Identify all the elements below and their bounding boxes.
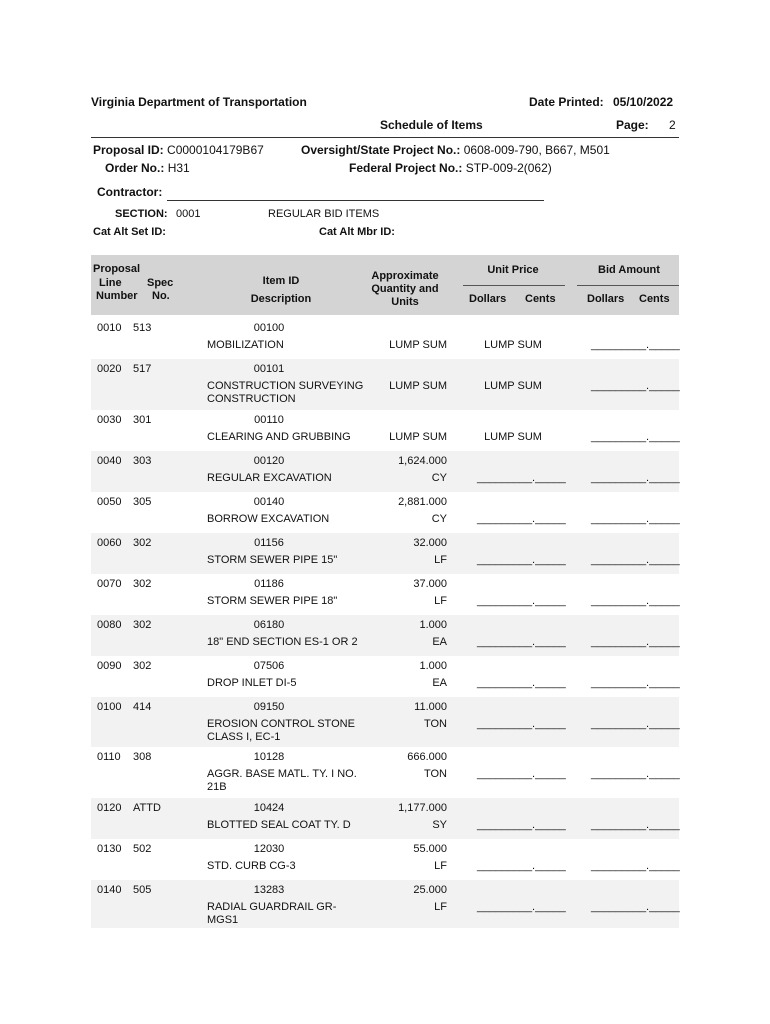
item-id: 06180 <box>253 619 285 631</box>
col-approximate: Approximate <box>371 270 439 282</box>
table-row <box>91 318 679 359</box>
bid-amount-blank[interactable]: _________._____ <box>591 819 680 831</box>
proposal-id-label: Proposal ID: <box>93 143 164 157</box>
unit-price-blank[interactable]: _________._____ <box>477 860 566 872</box>
line-number: 0050 <box>97 496 122 508</box>
spec-number: 302 <box>133 660 152 672</box>
unit-price-lump-sum: LUMP SUM <box>484 431 542 443</box>
table-row <box>91 697 679 747</box>
table-row <box>91 574 679 615</box>
item-description: EROSION CONTROL STONE <box>207 718 355 730</box>
quantity: 25.000 <box>413 884 447 896</box>
table-row <box>91 410 679 451</box>
unit-price-lump-sum: LUMP SUM <box>484 380 542 392</box>
units: LUMP SUM <box>389 339 447 351</box>
units: TON <box>423 768 447 780</box>
units: CY <box>431 472 447 484</box>
quantity: 1.000 <box>419 619 447 631</box>
units: LUMP SUM <box>389 380 447 392</box>
oversight-value: 0608-009-790, B667, M501 <box>463 143 610 157</box>
unit-price-divider <box>463 285 565 286</box>
unit-price-blank[interactable]: _________._____ <box>477 636 566 648</box>
units: EA <box>432 636 447 648</box>
item-id: 00140 <box>253 496 285 508</box>
col-bid-amount: Bid Amount <box>598 264 660 276</box>
contractor-signature-line <box>167 200 544 201</box>
item-id: 12030 <box>253 843 285 855</box>
unit-price-blank[interactable]: _________._____ <box>477 677 566 689</box>
unit-price-blank[interactable]: _________._____ <box>477 718 566 730</box>
unit-price-blank[interactable]: _________._____ <box>477 901 566 913</box>
section-label: SECTION: <box>115 208 168 220</box>
table-row <box>91 451 679 492</box>
quantity: 1,177.000 <box>398 802 447 814</box>
item-description: STORM SEWER PIPE 15" <box>207 554 338 566</box>
page-label: Page: <box>616 118 649 132</box>
spec-number: 308 <box>133 751 152 763</box>
line-number: 0080 <box>97 619 122 631</box>
spec-number: 301 <box>133 414 152 426</box>
contractor-label: Contractor: <box>97 185 163 199</box>
col-spec: Spec <box>147 277 174 289</box>
item-description-cont: 21B <box>207 781 227 793</box>
item-description-cont: CONSTRUCTION <box>207 393 296 405</box>
item-id: 00110 <box>254 414 284 426</box>
item-description: REGULAR EXCAVATION <box>207 472 332 484</box>
item-id: 00101 <box>253 363 285 375</box>
item-description: BLOTTED SEAL COAT TY. D <box>207 819 351 831</box>
bid-amount-blank[interactable]: _________._____ <box>591 513 680 525</box>
spec-number: 502 <box>133 843 152 855</box>
federal-value: STP-009-2(062) <box>465 161 552 175</box>
federal-row <box>349 161 552 175</box>
quantity: 666.000 <box>407 751 447 763</box>
line-number: 0130 <box>97 843 122 855</box>
col-bid-cents: Cents <box>639 293 670 305</box>
section-number: 0001 <box>176 208 201 220</box>
item-description: BORROW EXCAVATION <box>207 513 330 525</box>
unit-price-blank[interactable]: _________._____ <box>477 513 566 525</box>
order-no-label: Order No.: <box>105 161 165 175</box>
units: TON <box>423 718 447 730</box>
order-no-row <box>105 161 190 175</box>
proposal-id-row <box>93 143 264 157</box>
line-number: 0140 <box>97 884 122 896</box>
oversight-label: Oversight/State Project No.: <box>301 143 461 157</box>
item-description: CLEARING AND GRUBBING <box>207 431 351 443</box>
table-row <box>91 747 679 798</box>
item-id: 00100 <box>253 322 285 334</box>
proposal-id-value: C0000104179B67 <box>167 143 264 157</box>
unit-price-blank[interactable]: _________._____ <box>477 554 566 566</box>
units: SY <box>432 819 447 831</box>
quantity: 32.000 <box>413 537 447 549</box>
schedule-title: Schedule of Items <box>380 118 483 132</box>
cat-alt-mbr-label: Cat Alt Mbr ID: <box>319 226 395 238</box>
spec-number: 517 <box>133 363 152 375</box>
bid-amount-divider <box>577 285 679 286</box>
col-unit-price: Unit Price <box>487 264 539 276</box>
item-description: CONSTRUCTION SURVEYING <box>207 380 364 392</box>
table-header <box>91 255 679 315</box>
table-row <box>91 656 679 697</box>
item-id: 13283 <box>253 884 285 896</box>
bid-amount-blank[interactable]: _________._____ <box>591 339 680 351</box>
line-number: 0070 <box>97 578 122 590</box>
bid-amount-blank[interactable]: _________._____ <box>591 677 680 689</box>
bid-amount-blank[interactable]: _________._____ <box>591 472 680 484</box>
item-description-cont: CLASS I, EC-1 <box>207 731 281 743</box>
quantity: 37.000 <box>413 578 447 590</box>
spec-number: ATTD <box>133 802 161 814</box>
line-number: 0120 <box>97 802 122 814</box>
item-id: 09150 <box>253 701 285 713</box>
line-number: 0090 <box>97 660 122 672</box>
item-description: STD. CURB CG-3 <box>207 860 296 872</box>
line-number: 0040 <box>97 455 122 467</box>
table-row <box>91 880 679 928</box>
table-row <box>91 839 679 880</box>
header-divider <box>91 137 679 138</box>
item-description: RADIAL GUARDRAIL GR- <box>207 901 337 913</box>
table-row <box>91 615 679 656</box>
col-proposal: Proposal <box>93 263 141 275</box>
item-description-cont: MGS1 <box>207 914 239 926</box>
item-id: 10424 <box>253 802 285 814</box>
item-description: AGGR. BASE MATL. TY. I NO. <box>207 768 357 780</box>
unit-price-blank[interactable]: _________._____ <box>477 595 566 607</box>
order-no-value: H31 <box>167 161 190 175</box>
col-number: Number <box>96 290 138 302</box>
table-row <box>91 533 679 574</box>
unit-price-blank[interactable]: _________._____ <box>477 768 566 780</box>
units: LF <box>434 595 447 607</box>
bid-amount-blank[interactable]: _________._____ <box>591 431 680 443</box>
table-row <box>91 798 679 839</box>
line-number: 0060 <box>97 537 122 549</box>
units: EA <box>432 677 447 689</box>
col-units: Units <box>391 296 419 308</box>
line-number: 0020 <box>97 363 122 375</box>
units: LF <box>434 901 447 913</box>
item-id: 01186 <box>254 578 284 590</box>
bid-amount-blank[interactable]: _________._____ <box>591 860 680 872</box>
item-id: 00120 <box>253 455 285 467</box>
cat-alt-set-label: Cat Alt Set ID: <box>93 226 166 238</box>
item-id: 01156 <box>254 537 284 549</box>
col-unit-cents: Cents <box>525 293 556 305</box>
agency-name: Virginia Department of Transportation <box>91 95 307 109</box>
unit-price-lump-sum: LUMP SUM <box>484 339 542 351</box>
spec-number: 302 <box>133 578 152 590</box>
item-description: DROP INLET DI-5 <box>207 677 297 689</box>
quantity: 1.000 <box>419 660 447 672</box>
line-number: 0100 <box>97 701 122 713</box>
item-description: 18" END SECTION ES-1 OR 2 <box>207 636 358 648</box>
line-number: 0030 <box>97 414 122 426</box>
line-number: 0110 <box>97 751 121 763</box>
bid-amount-blank[interactable]: _________._____ <box>591 380 680 392</box>
spec-number: 302 <box>133 619 152 631</box>
bid-amount-blank[interactable]: _________._____ <box>591 636 680 648</box>
units: LF <box>434 554 447 566</box>
bid-amount-blank[interactable]: _________._____ <box>591 768 680 780</box>
units: CY <box>431 513 447 525</box>
spec-number: 305 <box>133 496 152 508</box>
units: LF <box>434 860 447 872</box>
bid-amount-blank[interactable]: _________._____ <box>591 718 680 730</box>
quantity: 2,881.000 <box>398 496 447 508</box>
col-quantity: Quantity and <box>371 283 439 295</box>
quantity: 11.000 <box>414 701 447 713</box>
units: LUMP SUM <box>389 431 447 443</box>
col-item-id: Item ID <box>262 275 300 287</box>
spec-number: 303 <box>133 455 152 467</box>
bid-amount-blank[interactable]: _________._____ <box>591 554 680 566</box>
item-description: STORM SEWER PIPE 18" <box>207 595 338 607</box>
quantity: 1,624.000 <box>398 455 447 467</box>
date-printed-value: 05/10/2022 <box>613 95 674 109</box>
item-id: 10128 <box>253 751 285 763</box>
unit-price-blank[interactable]: _________._____ <box>477 472 566 484</box>
table-row <box>91 359 679 410</box>
quantity: 55.000 <box>413 843 447 855</box>
line-number: 0010 <box>97 322 122 334</box>
col-bid-dollars: Dollars <box>587 293 625 305</box>
col-line: Line <box>99 277 122 289</box>
section-name: REGULAR BID ITEMS <box>268 208 380 220</box>
bid-amount-blank[interactable]: _________._____ <box>591 901 680 913</box>
table-row <box>91 492 679 533</box>
item-description: MOBILIZATION <box>207 339 284 351</box>
unit-price-blank[interactable]: _________._____ <box>477 819 566 831</box>
oversight-row <box>301 143 610 157</box>
col-description: Description <box>250 293 312 305</box>
date-printed-label: Date Printed: <box>529 95 604 109</box>
col-spec-no: No. <box>152 290 170 302</box>
spec-number: 302 <box>133 537 152 549</box>
spec-number: 414 <box>133 701 152 713</box>
page-number: 2 <box>669 118 676 132</box>
item-id: 07506 <box>253 660 285 672</box>
col-unit-dollars: Dollars <box>469 293 507 305</box>
spec-number: 513 <box>133 322 152 334</box>
spec-number: 505 <box>133 884 152 896</box>
federal-label: Federal Project No.: <box>349 161 463 175</box>
bid-amount-blank[interactable]: _________._____ <box>591 595 680 607</box>
